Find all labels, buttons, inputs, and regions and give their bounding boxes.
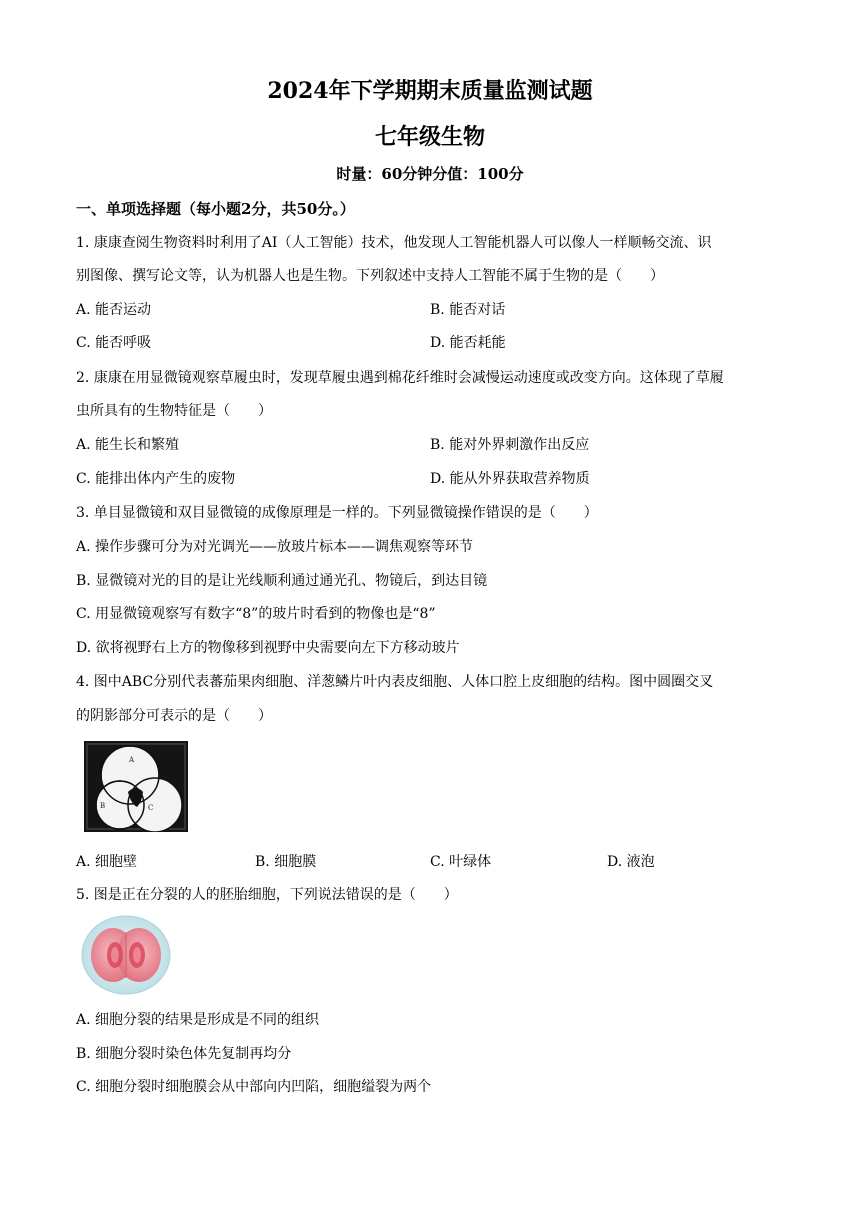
question-3-text: 3. 单目显微镜和双目显微镜的成像原理是一样的。下列显微镜操作错误的是（ ） bbox=[76, 505, 598, 521]
question-3-option-a: A. 操作步骤可分为对光调光——放玻片标本——调焦观察等环节 bbox=[76, 539, 474, 555]
dividing-embryo-cell-figure bbox=[80, 914, 172, 996]
venn-diagram-figure bbox=[84, 741, 188, 832]
venn-label-a: A bbox=[129, 756, 135, 764]
question-1-text-line2: 别图像、撰写论文等，认为机器人也是生物。下列叙述中支持人工智能不属于生物的是（ ） bbox=[76, 268, 664, 284]
question-1-option-b: B. 能否对话 bbox=[430, 302, 506, 318]
subject-title: 七年级生物 bbox=[374, 124, 485, 150]
question-2-option-d: D. 能从外界获取营养物质 bbox=[430, 471, 590, 487]
venn-label-c: C bbox=[148, 804, 154, 812]
question-5-option-b: B. 细胞分裂时染色体先复制再均分 bbox=[76, 1046, 292, 1062]
question-1-option-c: C. 能否呼吸 bbox=[76, 335, 152, 351]
question-2-option-c: C. 能排出体内产生的废物 bbox=[76, 471, 236, 487]
question-5-text: 5. 图是正在分裂的人的胚胎细胞，下列说法错误的是（ ） bbox=[76, 887, 458, 903]
question-3-option-c: C. 用显微镜观察写有数字“8”的玻片时看到的物像也是“8” bbox=[76, 606, 436, 622]
question-5-option-c: C. 细胞分裂时细胞膜会从中部向内凹陷，细胞缢裂为两个 bbox=[76, 1079, 432, 1095]
question-4-option-b: B. 细胞膜 bbox=[255, 854, 317, 870]
question-4-option-a: A. 细胞壁 bbox=[76, 854, 138, 870]
section-heading: 一、单项选择题（每小题2分，共50分。） bbox=[76, 200, 355, 218]
nucleus-right-highlight bbox=[133, 947, 141, 963]
question-4-option-c: C. 叶绿体 bbox=[430, 854, 492, 870]
question-4-text-line1: 4. 图中ABC分别代表蕃茄果肉细胞、洋葱鳞片叶内表皮细胞、人体口腔上皮细胞的结构。图中圆圈交叉 bbox=[76, 674, 714, 690]
question-2-text-line1: 2. 康康在用显微镜观察草履虫时，发现草履虫遇到棉花纤维时会减慢运动速度或改变方向。这体现了草履 bbox=[76, 370, 724, 386]
question-1-text-line1: 1. 康康查阅生物资料时利用了AI（人工智能）技术，他发现人工智能机器人可以像人一样顺畅交流、识 bbox=[76, 235, 712, 251]
question-5-option-a: A. 细胞分裂的结果是形成是不同的组织 bbox=[76, 1012, 320, 1028]
question-3-option-d: D. 欲将视野右上方的物像移到视野中央需要向左下方移动玻片 bbox=[76, 640, 460, 656]
question-1-option-a: A. 能否运动 bbox=[76, 302, 152, 318]
time-score-info: 时量：60分钟分值：100分 bbox=[336, 165, 524, 183]
question-2-text-line2: 虫所具有的生物特征是（ ） bbox=[76, 403, 272, 419]
question-2-option-b: B. 能对外界刺激作出反应 bbox=[430, 437, 590, 453]
question-2-option-a: A. 能生长和繁殖 bbox=[76, 437, 180, 453]
nucleus-left-highlight bbox=[111, 947, 119, 963]
exam-title: 2024年下学期期末质量监测试题 bbox=[267, 78, 593, 104]
question-3-option-b: B. 显微镜对光的目的是让光线顺利通过通光孔、物镜后，到达目镜 bbox=[76, 573, 488, 589]
question-4-text-line2: 的阴影部分可表示的是（ ） bbox=[76, 708, 272, 724]
venn-label-b: B bbox=[100, 802, 106, 810]
question-4-option-d: D. 液泡 bbox=[607, 854, 655, 870]
question-1-option-d: D. 能否耗能 bbox=[430, 335, 506, 351]
